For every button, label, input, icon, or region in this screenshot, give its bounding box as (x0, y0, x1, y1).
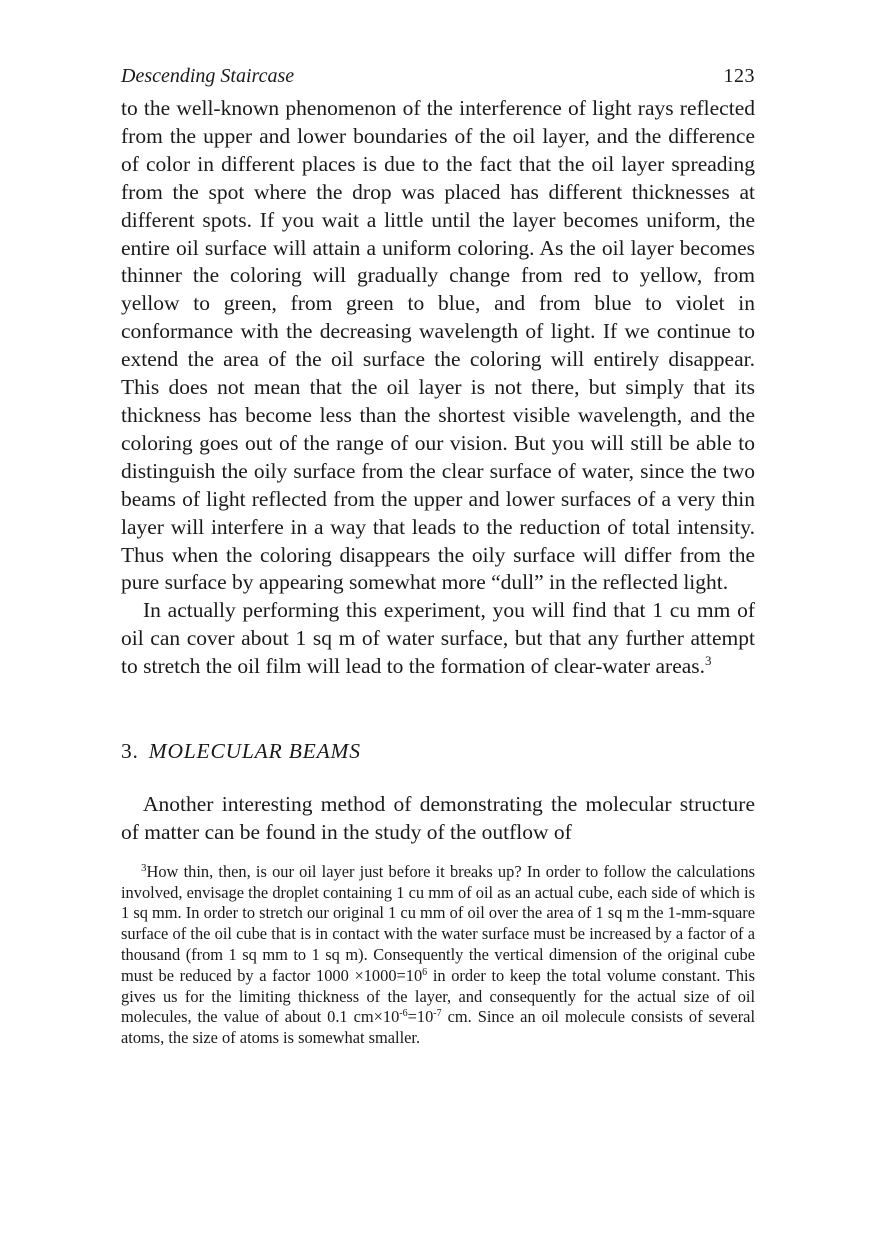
section-title: MOLECULAR BEAMS (148, 739, 361, 764)
section-heading (121, 737, 755, 765)
footnote-text: in order to keep the total volume constant. This gives us for the limiting thickness of the layer, and consequently for the actual size of oil molecules, the value of about 0.1 cm×10 (121, 965, 755, 1027)
paragraph: to the well-known phenomenon of the interference of light rays reflected from the upper and lower boundaries of the oil layer, and the difference of color in different places is due to the fact that the oil layer spreading from the spot where the drop was placed has different thicknesses at different spots. If you wait a little until the layer becomes uniform, the entire oil surface will attain a uniform coloring. As the oil layer becomes thinner the coloring will gradually change from red to yellow, from yellow to green, from green to blue, and from blue to violet in conformance with the decreasing wavelength of light. If we continue to extend the area of the oil surface the coloring will entirely disappear. This does not mean that the oil layer is not there, but simply that its thickness has become less than the shortest visible wavelength, and the coloring goes out of the range of our vision. But you will still be able to distinguish the oily surface from the clear surface of water, since the two beams of light reflected from the upper and lower surfaces of a very thin layer will interfere in a way that leads to the reduction of total intensity. Thus when the coloring disappears the oily surface will differ from the pure surface by appearing somewhat more “dull” in the reflected light. (121, 96, 755, 595)
book-page (121, 64, 755, 1065)
paragraph (121, 597, 755, 681)
footnote (121, 862, 755, 1049)
running-title: Descending Staircase (121, 65, 295, 87)
footnote-marker: 3 (141, 861, 147, 874)
exponent: 6 (422, 966, 428, 978)
exponent: -7 (433, 1008, 442, 1020)
exponent: -6 (399, 1008, 408, 1020)
footnote-text: How thin, then, is our oil layer just before it breaks up? In order to follow the calculations involved, envisage the droplet containing 1 cu mm of oil as an actual cube, each side of which is 1 sq mm. In order to stretch our original 1 cu mm of oil over the area of 1 sq m the 1-mm-square surface of the oil cube that is in contact with the water surface must be increased by a factor of a thousand (from 1 sq mm to 1 sq m). Consequently the vertical dimension of the original cube must be reduced by a factor 1000 ×1000=10 (121, 861, 755, 985)
section-number: 3. (121, 739, 139, 764)
footnote-reference: 3 (705, 653, 712, 669)
paragraph: Another interesting method of demonstrating the molecular structure of matter can be found in the study of the outflow of (121, 792, 755, 844)
paragraph-text: In actually performing this experiment, you will find that 1 cu mm of oil can cover about 1 sq m of water surface, but that any further attempt to stretch the oil film will lead to the formation of clear-water areas. (121, 598, 755, 679)
footnote-text: =10 (407, 1007, 434, 1027)
page-number: 123 (723, 65, 755, 87)
running-header (121, 64, 755, 88)
main-text (121, 95, 755, 847)
footnote-text: cm. Since an oil molecule consists of several atoms, the size of atoms is somewhat smaller. (121, 1007, 755, 1048)
